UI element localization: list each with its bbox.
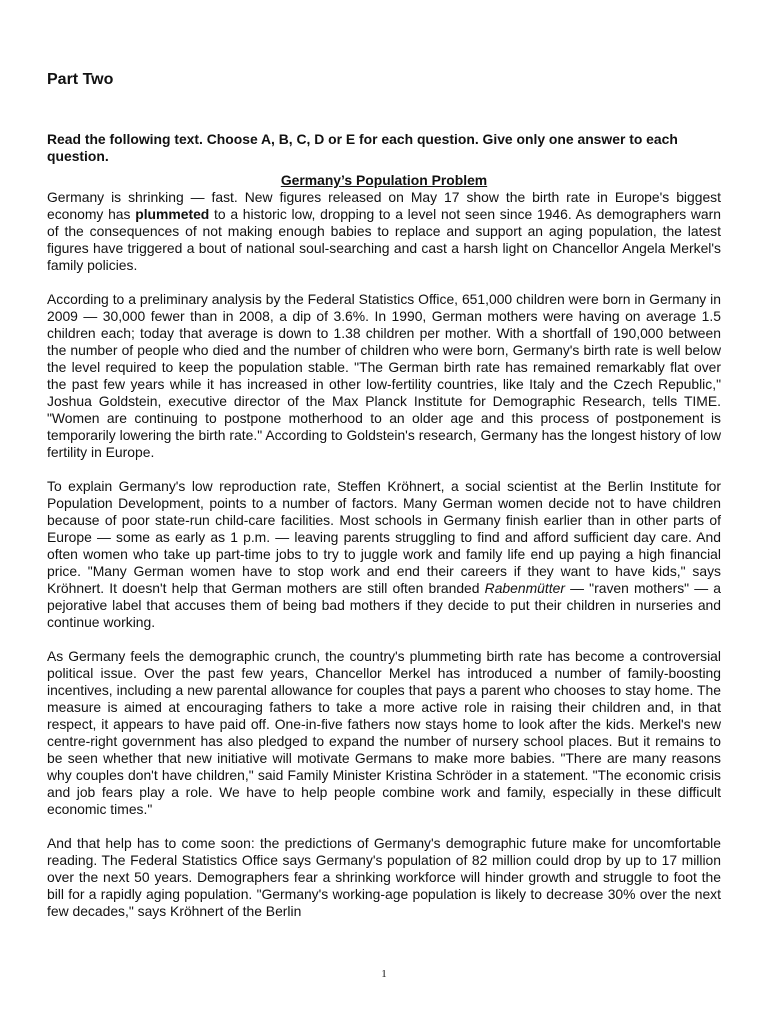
emphasized-word-rabenmutter: Rabenmütter [484, 580, 565, 596]
article-title: Germany’s Population Problem [280, 172, 488, 188]
instructions: Read the following text. Choose A, B, C, D or E for each question. Give only one answer to each question. [47, 131, 678, 164]
part-title: Part Two [47, 71, 114, 88]
page-number: 1 [381, 968, 387, 980]
paragraph-5: And that help has to come soon: the predictions of Germany's demographic future make for uncomfortable reading. The Federal Statistics Office says Germany's population of 82 million could drop by up to 17 million over the next 50 years. Demographers fear a shrinking workforce will hinder growth and struggle to foot the bill for a rapidly aging population. "Germany's working-age population is likely to decrease 30% over the next few decades," says Kröhnert of the Berlin [47, 835, 721, 919]
paragraph-3 [47, 478, 721, 631]
paragraph-3-text-end: — "raven mothers" — a pejorative label that accuses them of being bad mothers if they decide to put their children in nurseries and continue working. [47, 580, 722, 630]
paragraph-3-text-start: To explain Germany's low reproduction rate, Steffen Kröhnert, a social scientist at the Berlin Institute for Population Development, points to a number of factors. Many German women decide not to have children because of poor state-run child-care facilities. Most schools in Germany finish earlier than in other parts of Europe — some as early as 1 p.m. — leaving parents struggling to find and afford sufficient day care. And often women who take up part-time jobs to try to juggle work and family life end up paying a high financial price. "Many German women have to stop work and end their careers if they want to have kids," says Kröhnert. It doesn't help that German mothers are still often branded [47, 478, 721, 596]
emphasized-word-plummeted: plummeted [135, 206, 210, 222]
paragraph-2: According to a preliminary analysis by the Federal Statistics Office, 651,000 children were born in Germany in 2009 — 30,000 fewer than in 2008, a dip of 3.6%. In 1990, German mothers were having on average 1.5 children each; today that average is down to 1.38 children per mother. With a shortfall of 190,000 between the number of people who died and the number of children who were born, Germany's birth rate is well below the level required to keep the population stable. "The German birth rate has remained remarkably flat over the past few years while it has increased in other low-fertility countries, like Italy and the Czech Republic," Joshua Goldstein, executive director of the Max Planck Institute for Demographic Research, tells TIME. "Women are continuing to postpone motherhood to an older age and this process of postponement is temporarily lowering the birth rate." According to Goldstein's research, Germany has the longest history of low fertility in Europe. [47, 291, 721, 460]
paragraph-1 [47, 189, 721, 274]
document-page [47, 70, 721, 920]
paragraph-1-text-end: to a historic low, dropping to a level not seen since 1946. As demographers warn of the consequences of not making enough babies to replace and support an aging population, the latest figures have triggered a bout of national soul-searching and cast a harsh light on Chancellor Angela Merkel's family policies. [47, 206, 721, 273]
paragraph-4: As Germany feels the demographic crunch, the country's plummeting birth rate has become a controversial political issue. Over the past few years, Chancellor Merkel has introduced a number of family-boosting incentives, including a new parental allowance for couples that pays a parent who chooses to stay home. The measure is aimed at encouraging fathers to take a more active role in raising their children and, in that respect, it appears to have paid off. One-in-five fathers now stays home to look after the kids. Merkel's new centre-right government has also pledged to expand the number of nursery school places. But it remains to be seen whether that new initiative will motivate Germans to make more babies. "There are many reasons why couples don't have children," said Family Minister Kristina Schröder in a statement. "The economic crisis and job fears play a role. We have to help people combine work and family, especially in these difficult economic times." [47, 648, 721, 817]
paragraph-1-text-start: Germany is shrinking — fast. New figures released on May 17 show the birth rate in Europe's biggest economy has [47, 189, 721, 222]
